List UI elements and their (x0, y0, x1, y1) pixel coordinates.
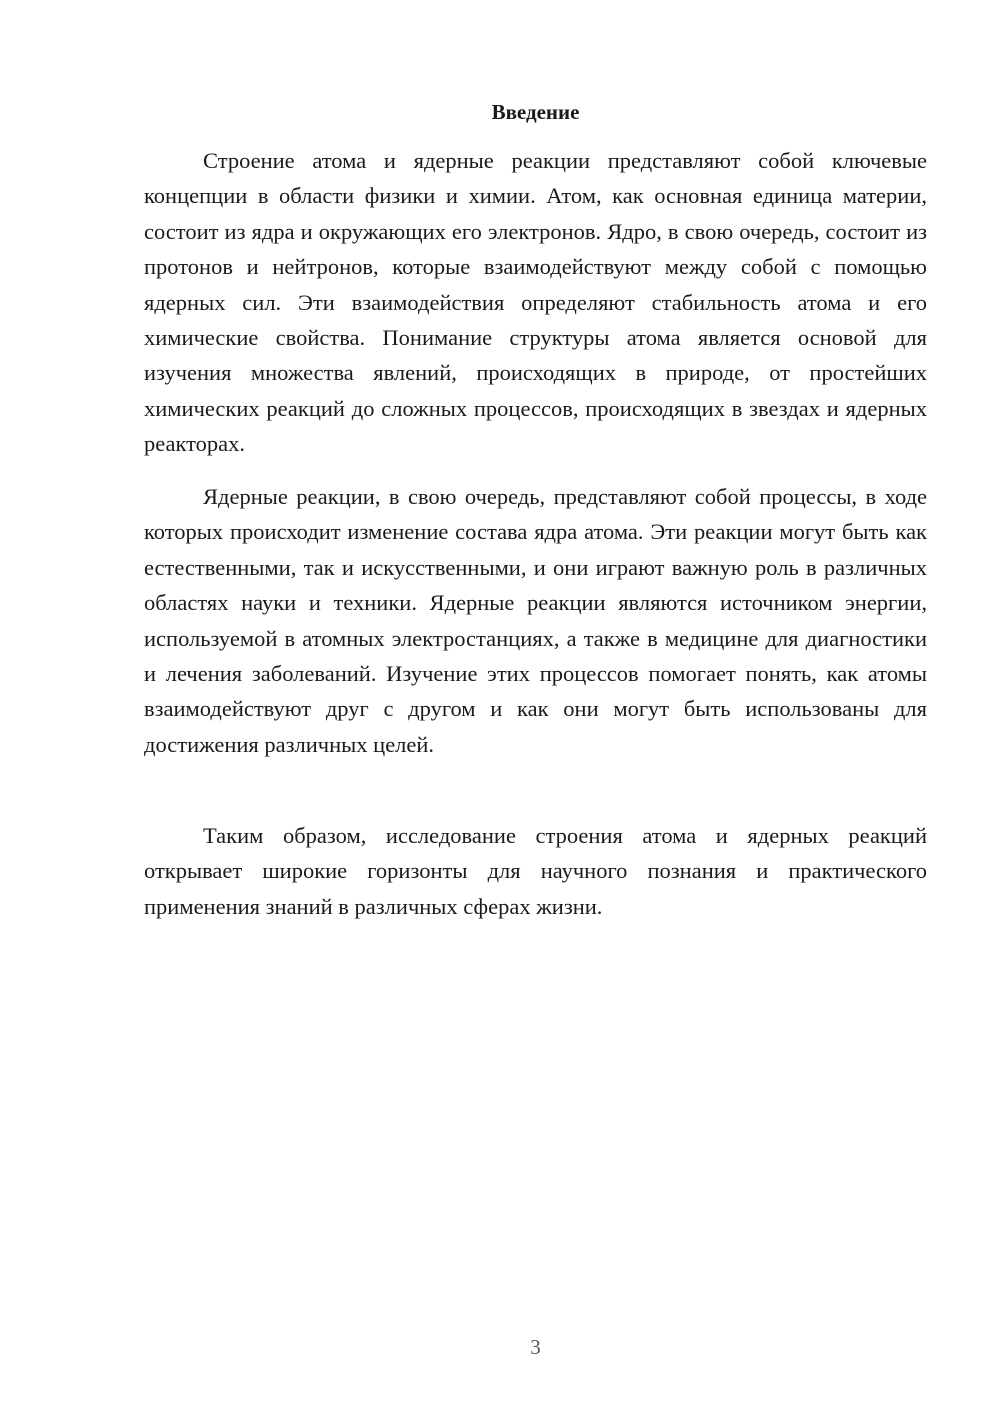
section-heading: Введение (491, 100, 580, 124)
page-number: 3 (530, 1335, 541, 1359)
paragraph-3: Таким образом, исследование строения атома и ядерных реакций открывает широкие горизонты для научного познания и практического применения знаний в различных сферах жизни. (144, 823, 927, 919)
paragraph-2: Ядерные реакции, в свою очередь, представляют собой процессы, в ходе которых происходит изменение состава ядра атома. Эти реакции могут быть как естественными, так и искусственными, и они играют важную роль в различных областях науки и техники. Ядерные реакции являются источником энергии, используемой в атомных электростанциях, а также в медицине для диагностики и лечения заболеваний. Изучение этих процессов помогает понять, как атомы взаимодействуют друг с другом и как они могут быть использованы для достижения различных целей. (144, 484, 927, 757)
paragraph-1: Строение атома и ядерные реакции представляют собой ключевые концепции в области физики и химии. Атом, как основная единица материи, состоит из ядра и окружающих его электронов. Ядро, в свою очередь, состоит из протонов и нейтронов, которые взаимодействуют между собой с помощью ядерных сил. Эти взаимодействия определяют стабильность атома и его химические свойства. Понимание структуры атома является основой для изучения множества явлений, происходящих в природе, от простейших химических реакций до сложных процессов, происходящих в звездах и ядерных реакторах. (144, 148, 927, 457)
